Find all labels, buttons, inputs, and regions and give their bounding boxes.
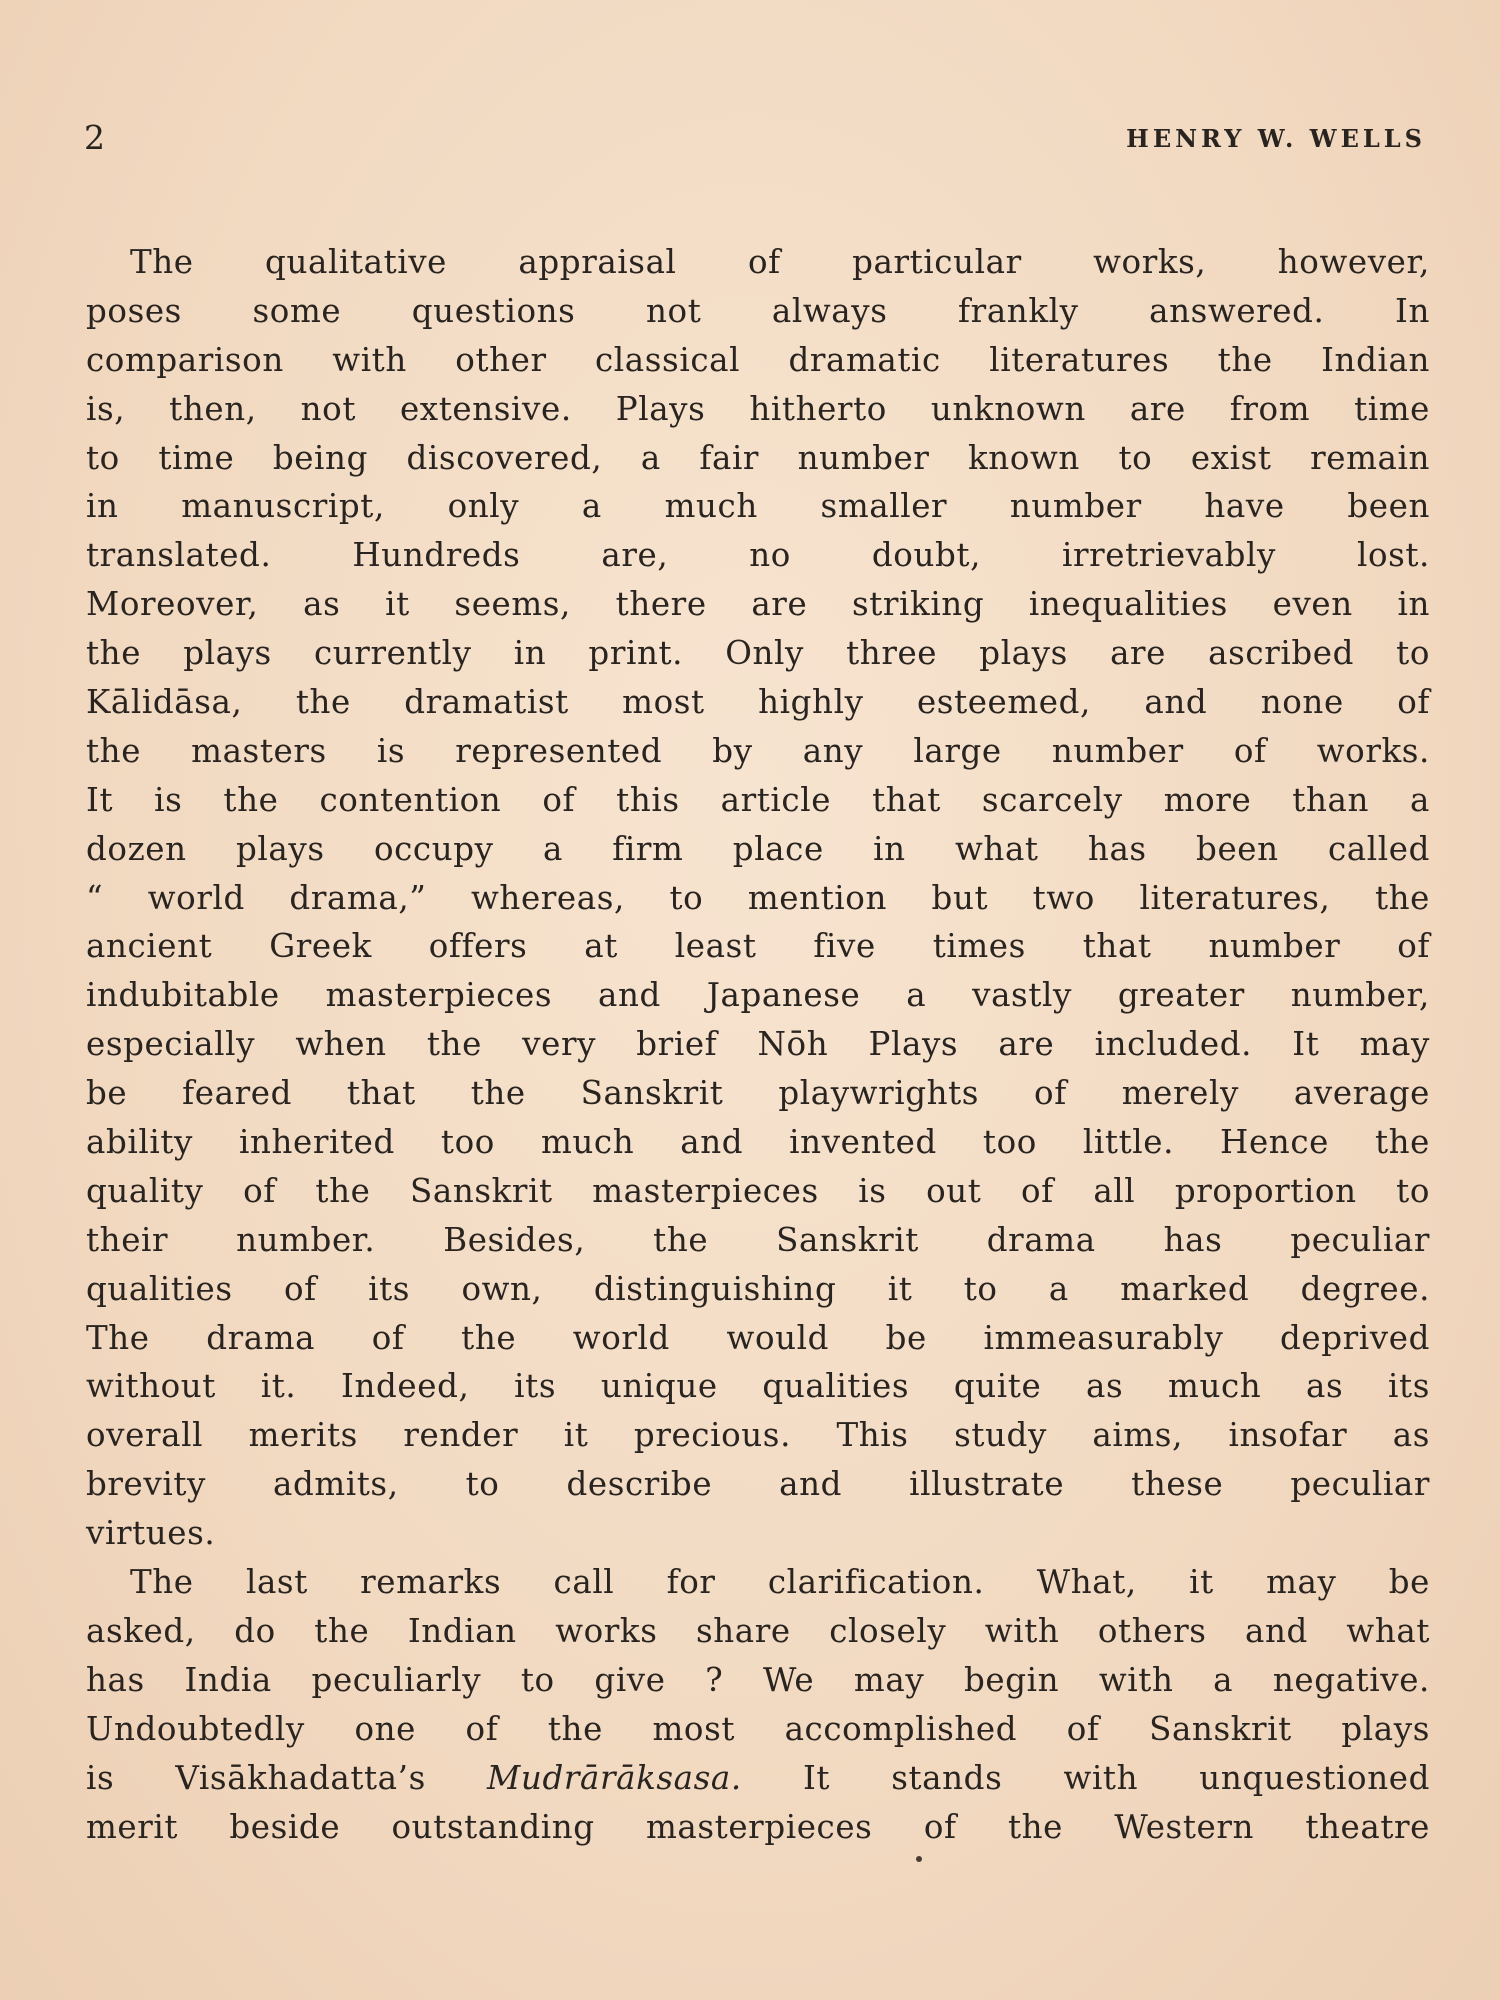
text-line: The qualitative appraisal of particular works, however,	[130, 243, 1430, 281]
text-line: their number. Besides, the Sanskrit drama has peculiar	[86, 1220, 1430, 1259]
text-line: comparison with other classical dramatic literatures the Indian	[86, 340, 1430, 379]
text-line: especially when the very brief Nōh Plays are included. It may	[86, 1025, 1430, 1064]
text-line: quality of the Sanskrit masterpieces is out of all proportion to	[86, 1171, 1430, 1210]
text-line: to time being discovered, a fair number known to exist remain	[86, 438, 1430, 477]
text-line: in manuscript, only a much smaller number have been	[86, 487, 1430, 526]
text-line	[86, 1754, 1430, 1803]
text-line: translated. Hundreds are, no doubt, irretrievably lost.	[86, 536, 1430, 575]
body-text	[86, 238, 1430, 1851]
text-line: Moreover, as it seems, there are striking inequalities even in	[86, 585, 1430, 624]
text-line: be feared that the Sanskrit playwrights of merely average	[86, 1074, 1430, 1113]
text-line: indubitable masterpieces and Japanese a vastly greater number,	[86, 976, 1430, 1015]
text-line: Kālidāsa, the dramatist most highly esteemed, and none of	[86, 683, 1430, 722]
paragraph-2	[86, 1558, 1430, 1851]
text-line: merit beside outstanding masterpieces of the Western theatre	[86, 1807, 1430, 1846]
play-title: Mudrārāksasa.	[487, 1758, 742, 1797]
text-line: ancient Greek offers at least five times that number of	[86, 927, 1430, 966]
text-segment: It stands with unquestioned	[741, 1758, 1430, 1797]
text-line: dozen plays occupy a firm place in what has been called	[86, 829, 1430, 868]
text-line: virtues.	[86, 1514, 216, 1553]
paragraph-1	[86, 238, 1430, 1558]
text-line: the plays currently in print. Only three plays are ascribed to	[86, 634, 1430, 673]
text-segment: is Visākhadatta’s	[86, 1758, 488, 1797]
text-line: poses some questions not always frankly answered. In	[86, 291, 1430, 330]
text-line: ability inherited too much and invented too little. Hence the	[86, 1123, 1430, 1162]
text-line: without it. Indeed, its unique qualities quite as much as its	[86, 1367, 1430, 1406]
text-line: Undoubtedly one of the most accomplished of Sanskrit plays	[86, 1709, 1430, 1748]
running-head-author: HENRY W. WELLS	[1126, 124, 1426, 153]
text-line: the masters is represented by any large number of works.	[86, 731, 1430, 770]
page-number: 2	[84, 118, 106, 157]
text-line: overall merits render it precious. This study aims, insofar as	[86, 1416, 1430, 1455]
text-line: The last remarks call for clarification. What, it may be	[130, 1563, 1430, 1602]
text-line: asked, do the Indian works share closely with others and what	[86, 1611, 1430, 1650]
text-line: brevity admits, to describe and illustrate these peculiar	[86, 1465, 1430, 1504]
text-line: The drama of the world would be immeasurably deprived	[86, 1318, 1430, 1357]
running-head	[84, 118, 1426, 158]
text-line: It is the contention of this article that scarcely more than a	[86, 780, 1430, 819]
text-line: has India peculiarly to give ? We may begin with a negative.	[86, 1660, 1430, 1699]
print-speck	[916, 1856, 922, 1862]
text-line: “ world drama,” whereas, to mention but two literatures, the	[86, 878, 1430, 917]
text-line: is, then, not extensive. Plays hitherto unknown are from time	[86, 389, 1430, 428]
text-line: qualities of its own, distinguishing it to a marked degree.	[86, 1269, 1430, 1308]
